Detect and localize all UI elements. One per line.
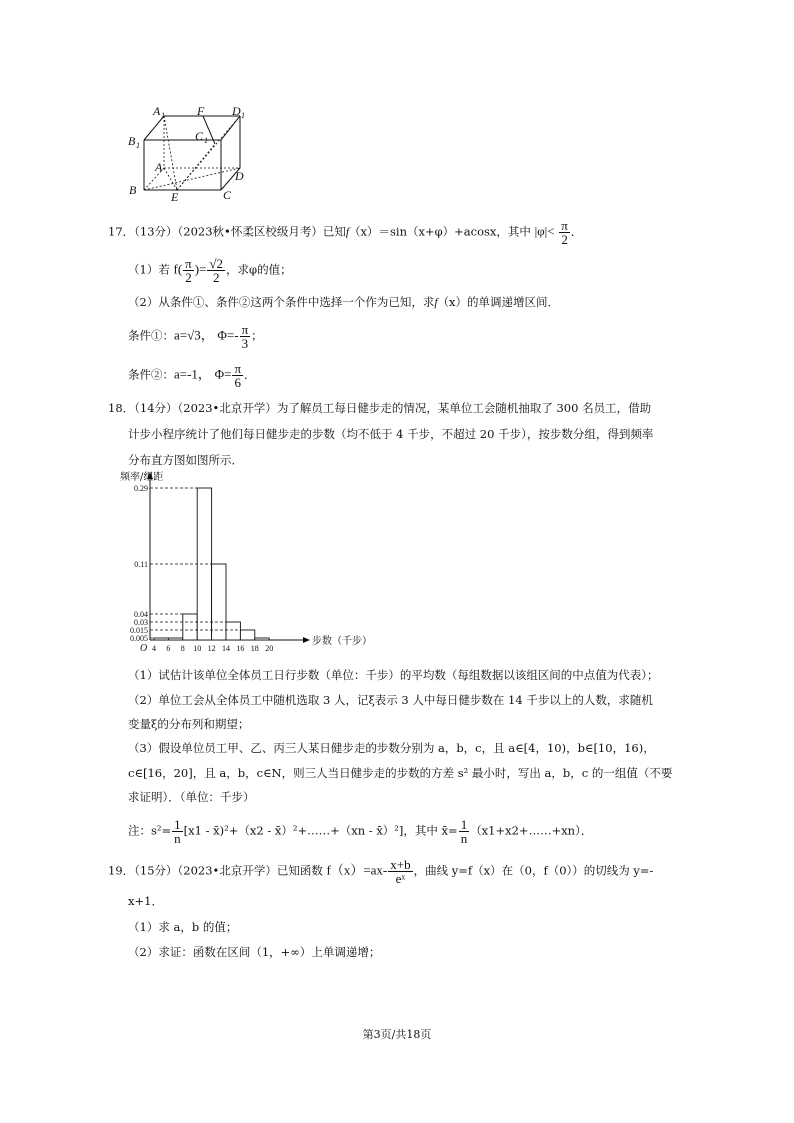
histogram-bar: [197, 488, 211, 640]
q17-expr: （x）＝sin（x+φ）+acosx，其中: [349, 224, 531, 239]
histogram-bar: [226, 622, 240, 640]
cube-sub: 1: [161, 111, 165, 120]
q19-p1: （1）求 a，b 的值；: [128, 920, 238, 934]
q18-note: 注：s²= $\frac{1}{n}$ [x1 - x̄)²+（x2 - x̄）²+……+（xn - x̄）²]，其中 x̄= $\frac{1}{n}$ （x1+x2+……+xn）．: [128, 817, 593, 846]
q17-cond2-frac: $\frac{\pi}{6}$: [234, 361, 242, 390]
q17-meta: （13分）（2023秋•怀柔区校级月考）已知: [134, 224, 346, 239]
y-axis-title: 频率/组距: [120, 472, 164, 483]
q17-part2: （2）从条件①、条件②这两个条件中选择一个作为已知，求f（x）的单调递增区间．: [128, 295, 560, 309]
frequency-histogram: [112, 466, 372, 658]
x-tick-label: 10: [193, 644, 202, 653]
cube-label-d1: D: [232, 104, 241, 118]
y-tick-label: 0.005: [130, 634, 148, 643]
q18-line2: 计步小程序统计了他们每日健步走的步数（均不低于 4 千步，不超过 20 千步），按步数分组，得到频率: [128, 427, 654, 441]
q19-line2: x+1．: [128, 894, 163, 908]
q19-p2: （2）求证：函数在区间（1，+∞）上单调递增；: [128, 945, 381, 959]
y-tick-label: 0.04: [134, 610, 148, 619]
cube-label-d: D: [235, 169, 244, 183]
q17-part1-val: $\frac{√2}{2}$: [209, 256, 224, 285]
cube-label-e: E: [171, 190, 179, 204]
histogram-bar: [255, 638, 269, 640]
cube-sub: 1: [136, 141, 140, 150]
origin-label: O: [140, 643, 148, 654]
q18-p3a: （3）假设单位员工甲、乙、丙三人某日健步走的步数分别为 a，b，c，且 a∈[4，10)，b∈[10，16)，: [128, 741, 655, 755]
page-footer: 第3页/共18页: [362, 1028, 432, 1041]
cube-figure: [125, 104, 255, 202]
x-axis-title: 步数（千步）: [312, 636, 372, 647]
cube-label-c1: C: [195, 129, 204, 143]
q17-line1: 17．（13分）（2023秋•怀柔区校级月考）已知f（x）＝sin（x+φ）+acosx，其中 |φ|< $\frac{\pi}{2}$ ．: [108, 218, 583, 247]
q18-p1: （1）试估计该单位全体员工日行步数（单位：千步）的平均数（每组数据以该组区间的中点值为代表）；: [128, 668, 659, 682]
q17-cond1-frac: $\frac{\pi}{3}$: [241, 322, 249, 351]
q19-frac: $\frac{x+b}{\text{eˣ}}$: [390, 857, 411, 886]
cube-label-f: F: [197, 104, 205, 118]
q18-p3b: c∈[16，20]，且 a，b，c∈N，则三人当日健步走的步数的方差 s² 最小时，写出 a，b，c 的一组值（不要: [128, 766, 673, 780]
cube-label-b: B: [129, 183, 137, 197]
histogram-bar: [168, 638, 182, 640]
q19-line1: 19．（15分）（2023•北京开学）已知函数 f（x）=ax- $\frac{x+b}{\text{eˣ}}$ ，曲线 y=f（x）在（0，f（0））的切线为 y=-: [108, 857, 654, 886]
x-tick-label: 16: [236, 644, 245, 653]
x-tick-label: 6: [166, 644, 171, 653]
cube-label-a: A: [155, 160, 163, 174]
q18-p2a: （2）单位工会从全体员工中随机选取 3 人，记ξ表示 3 人中每日健步数在 14 千步以上的人数，求随机: [128, 693, 653, 707]
cube-label-b1: B: [128, 134, 136, 148]
x-tick-label: 8: [180, 644, 185, 653]
q17-number: 17．: [108, 224, 135, 239]
q18-line1: 18．（14分）（2023•北京开学）为了解员工每日健步走的情况，某单位工会随机抽取了 300 名员工，借助: [108, 401, 652, 415]
cube-label-a1: A: [153, 104, 161, 118]
q17-abs: |φ|<: [534, 223, 555, 239]
y-tick-label: 0.03: [134, 618, 148, 627]
x-tick-label: 20: [265, 644, 274, 653]
q17-cond2: 条件②：a=-1， Φ= $\frac{\pi}{6}$ ．: [128, 361, 256, 390]
q18-p2b: 变量ξ的分布列和期望；: [128, 717, 250, 731]
histogram-bar: [212, 564, 226, 640]
cube-sub: 1: [241, 111, 245, 120]
q17-frac-pi-2: $\frac{\pi}{2}$: [561, 218, 568, 247]
histogram-bar: [154, 638, 168, 640]
q18-note-frac1: $\frac{1}{n}$: [174, 817, 181, 846]
q18-p3c: 求证明）．（单位：千步）: [128, 790, 255, 804]
cube-label-c: C: [223, 188, 232, 202]
x-axis-arrow: [303, 637, 310, 643]
y-tick-label: 0.29: [134, 484, 148, 493]
q18-line3: 分布直方图如图所示．: [128, 453, 243, 467]
q18-note-frac2: $\frac{1}{n}$: [460, 817, 468, 846]
y-tick-label: 0.11: [134, 560, 148, 569]
q17-part1: （1）若 f( $\frac{\pi}{2}$ )= $\frac{√2}{2}$ ，求φ的值；: [128, 256, 292, 285]
q17-part1-arg: $\frac{\pi}{2}$: [185, 256, 192, 285]
q17-f: f: [345, 226, 350, 239]
histogram-bar: [183, 614, 197, 640]
x-tick-label: 18: [250, 644, 259, 653]
cube-sub: 1: [204, 136, 208, 145]
y-tick-label: 0.015: [130, 626, 148, 635]
x-tick-label: 4: [152, 644, 156, 653]
histogram-bar: [240, 630, 254, 640]
x-tick-label: 12: [207, 644, 216, 653]
x-tick-label: 14: [222, 644, 230, 653]
q17-cond1: 条件①：a=√3， Φ=- $\frac{\pi}{3}$ ；: [128, 322, 263, 351]
